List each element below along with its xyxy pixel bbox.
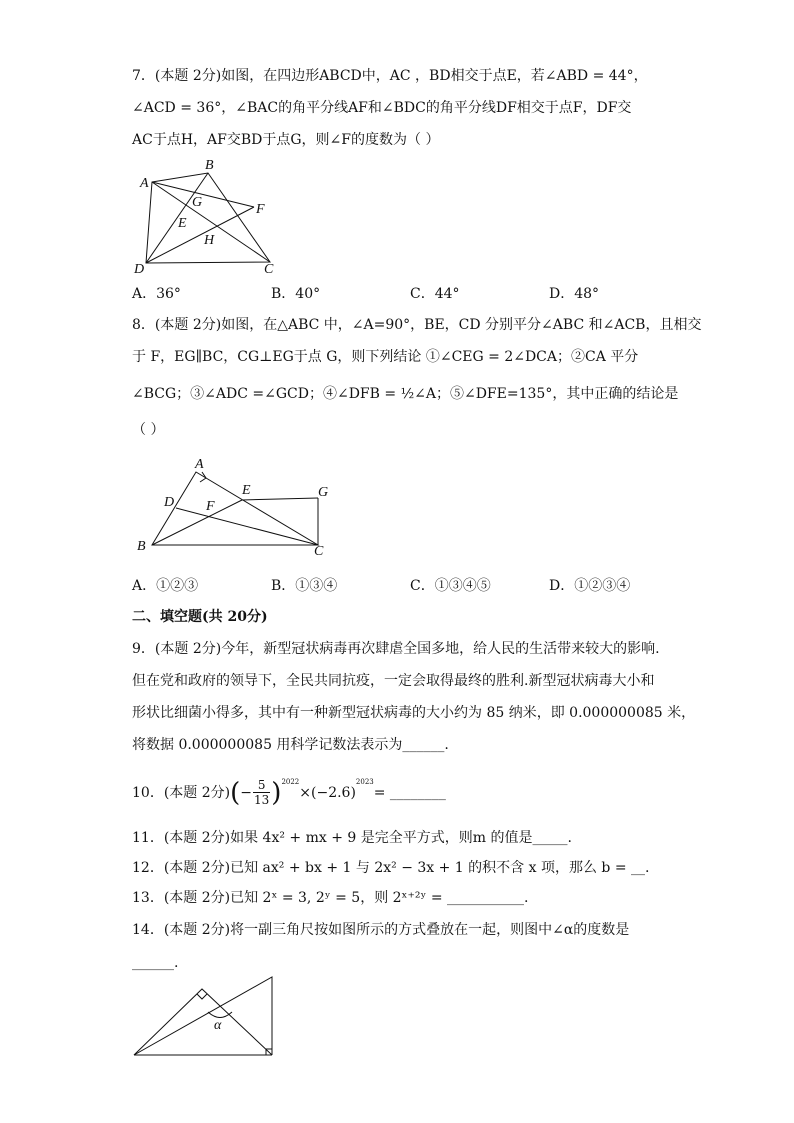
q8-label-b: B	[137, 539, 146, 554]
q8-label-e: E	[242, 483, 251, 498]
q7-label-h: H	[204, 233, 215, 248]
q14-triangle-30	[134, 977, 272, 1055]
q7-line-af	[152, 182, 254, 207]
q14-line-2: ______.	[132, 955, 179, 971]
q13-line: 13．(本题 2分)已知 2ˣ = 3, 2ʸ = 5，则 2ˣ⁺²ʸ = ___________.	[132, 890, 529, 906]
q8-line-1: 8．(本题 2分)如图，在△ABC 中，∠A=90°，BE，CD 分别平分∠ABC 和∠ACB，且相交	[132, 317, 702, 333]
q10-paren-open: (	[230, 777, 241, 808]
q7-option-c[interactable]: C．44°	[410, 286, 460, 302]
q10-frac-den: 13	[254, 793, 270, 807]
q7-figure	[130, 155, 290, 280]
q7-line-2: ∠ACD = 36°，∠BAC的角平分线AF和∠BDC的角平分线DF相交于点F，DF交	[132, 100, 632, 116]
q14-angle-arc	[208, 1012, 232, 1018]
q7-option-b[interactable]: B．40°	[271, 286, 321, 302]
q9-line-1: 9．(本题 2分)今年，新型冠状病毒再次肆虐全国多地，给人民的生活带来较大的影响.	[132, 641, 660, 657]
q14-alpha-label: α	[214, 1018, 222, 1033]
q7-line-3: AC于点H，AF交BD于点G，则∠F的度数为（ ）	[132, 132, 440, 148]
q8-line-cd	[176, 508, 318, 545]
q10-mid: ×(−2.6)	[299, 784, 356, 801]
section-title: 二、填空题(共 20分)	[132, 609, 268, 625]
q8-line-eg	[242, 498, 318, 500]
q8-option-a[interactable]: A．①②③	[132, 578, 199, 594]
q10-prefix: 10．(本题 2分)	[132, 784, 231, 801]
q10-paren-close: )	[271, 777, 282, 808]
q8-figure	[132, 452, 342, 560]
q10-fraction	[253, 778, 270, 807]
q7-line-1: 7．(本题 2分)如图，在四边形ABCD中，AC ，BD相交于点E，若∠ABD = 44°，	[132, 68, 648, 84]
q7-label-d: D	[134, 262, 145, 277]
q7-label-f: F	[256, 202, 265, 217]
q14-triangle-45	[134, 989, 272, 1055]
q9-line-2: 但在党和政府的领导下，全民共同抗疫，一定会取得最终的胜利.新型冠状病毒大小和	[132, 673, 655, 689]
q7-label-e: E	[178, 216, 187, 231]
q14-line-1: 14．(本题 2分)将一副三角尺按如图所示的方式叠放在一起，则图中∠α的度数是	[132, 922, 630, 938]
q10-exponent-2: 2023	[355, 778, 374, 786]
q10-minus: −	[240, 784, 252, 801]
q7-label-a: A	[140, 176, 149, 191]
q8-line-2: 于 F，EG∥BC，CG⊥EG于点 G，则下列结论 ①∠CEG = 2∠DCA；②CA 平分	[132, 349, 639, 365]
q8-line-3: ∠BCG；③∠ADC =∠GCD；④∠DFB = ½∠A；⑤∠DFE=135°，其中正确的结论是	[132, 386, 679, 402]
q8-option-d[interactable]: D．①②③④	[549, 578, 631, 594]
q7-line-ac	[152, 182, 270, 262]
q12-line: 12．(本题 2分)已知 ax² + bx + 1 与 2x² − 3x + 1 的积不含 x 项，那么 b = __.	[132, 860, 650, 876]
q7-label-b: B	[205, 158, 214, 173]
q11-line: 11．(本题 2分)如果 4x² + mx + 9 是完全平方式，则m 的值是_____.	[132, 830, 572, 846]
q8-right-angle-mark	[200, 472, 206, 482]
q10-frac-num: 5	[257, 778, 266, 792]
q8-line-4: （ ）	[132, 422, 165, 438]
q7-line-df	[146, 207, 254, 263]
q7-option-d[interactable]: D．48°	[549, 286, 600, 302]
q14-figure	[132, 975, 277, 1060]
q8-label-g: G	[318, 485, 329, 500]
q10-exponent-1: 2022	[281, 778, 300, 786]
q9-line-3: 形状比细菌小得多，其中有一种新型冠状病毒的大小约为 85 纳米，即 0.000000085 米，	[132, 705, 696, 721]
q9-line-4: 将数据 0.000000085 用科学记数法表示为______.	[132, 737, 449, 753]
q14-right-angle-top	[197, 994, 207, 999]
q10-line	[132, 778, 446, 807]
q7-option-a[interactable]: A．36°	[132, 286, 181, 302]
q8-option-b[interactable]: B．①③④	[271, 578, 338, 594]
q7-line-bd	[146, 173, 208, 263]
q10-suffix: = ________	[373, 784, 446, 801]
q8-label-a: A	[195, 457, 204, 472]
q8-label-d: D	[164, 495, 175, 510]
q7-label-c: C	[264, 262, 274, 277]
q8-label-c: C	[314, 544, 324, 559]
q8-option-c[interactable]: C．①③④⑤	[410, 578, 491, 594]
q8-label-f: F	[206, 499, 215, 514]
q7-label-g: G	[192, 195, 203, 210]
